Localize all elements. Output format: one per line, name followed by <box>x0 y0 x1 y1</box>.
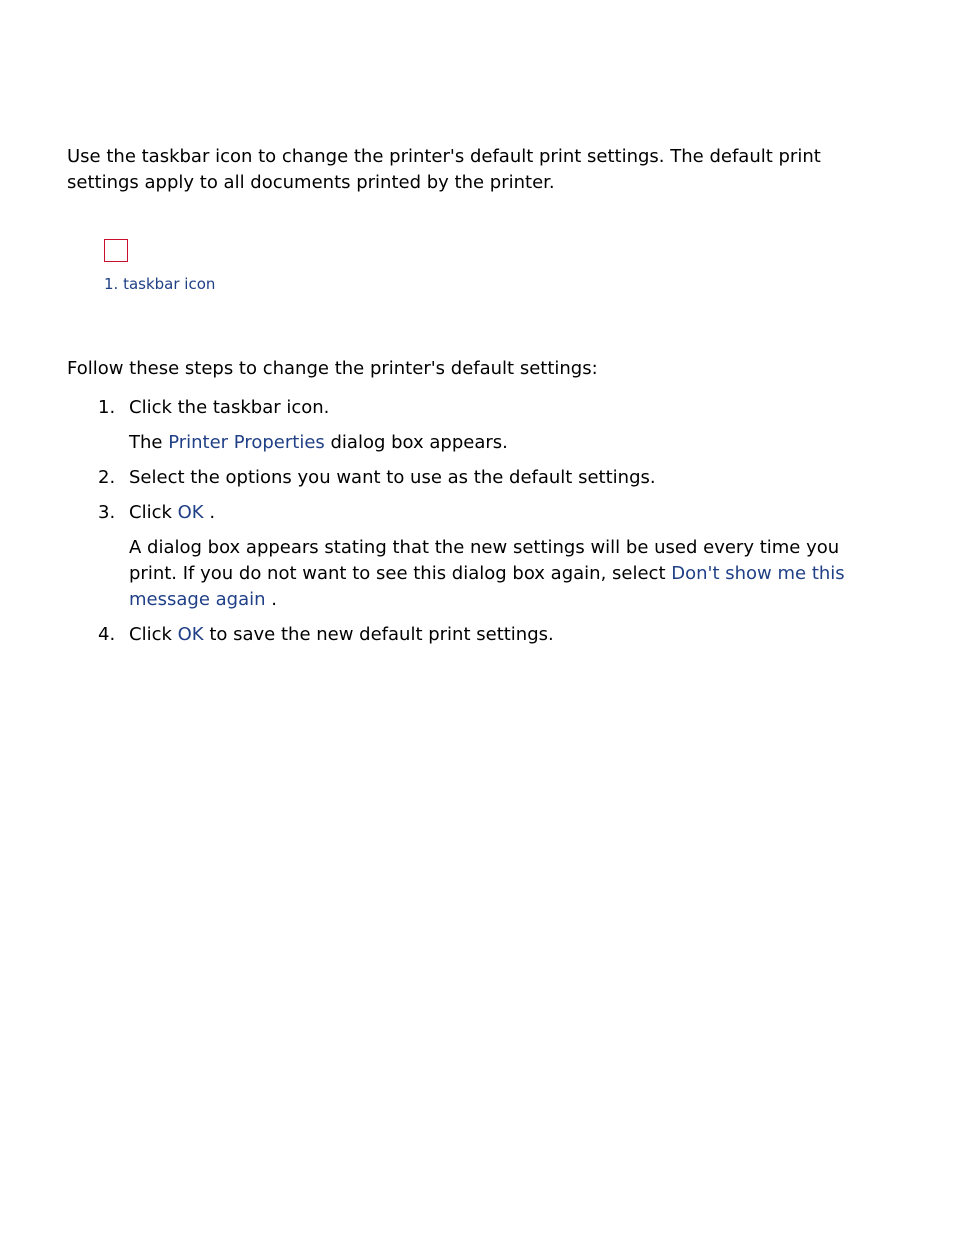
step-number: 2. <box>98 467 116 488</box>
dont-show-again-link[interactable]: Don't show me this message again <box>129 563 845 610</box>
step-text-pre: Click <box>129 624 178 645</box>
step-text: Click the taskbar icon. <box>129 397 330 418</box>
step-text-pre: Click <box>129 502 178 523</box>
step-3 <box>67 500 887 613</box>
step-number: 3. <box>98 502 116 523</box>
printer-properties-link[interactable]: Printer Properties <box>168 432 325 453</box>
figure-callout: 1. taskbar icon <box>104 275 216 293</box>
step-result <box>129 535 887 613</box>
result-text: The <box>129 432 169 453</box>
ok-link[interactable]: OK <box>177 624 204 645</box>
ok-link[interactable]: OK <box>177 502 204 523</box>
step-number: 1. <box>98 397 116 418</box>
step-text-post: to save the new default print settings. <box>203 624 554 645</box>
step-number: 4. <box>98 624 116 645</box>
step-4 <box>67 622 887 648</box>
step-text-post: . <box>203 502 216 523</box>
step-1 <box>67 395 887 456</box>
step-text <box>129 500 887 526</box>
step-result <box>129 430 887 456</box>
taskbar-icon <box>104 239 128 262</box>
step-text <box>129 622 887 648</box>
result-text: dialog box appears. <box>324 432 508 453</box>
taskbar-figure <box>104 239 887 294</box>
step-2 <box>67 465 887 491</box>
intro-paragraph: Use the taskbar icon to change the printer's default print settings. The default print settings apply to all documents printed by the printer. <box>67 146 821 193</box>
document-body <box>67 144 887 657</box>
result-text: . <box>265 589 277 610</box>
result-text: A dialog box appears stating that the new settings will be used every time you print. If you do not want to see this dialog box again, select <box>129 537 840 584</box>
steps-lead: Follow these steps to change the printer's default settings: <box>67 358 598 379</box>
step-text: Select the options you want to use as the default settings. <box>129 467 656 488</box>
steps-list <box>67 395 887 648</box>
